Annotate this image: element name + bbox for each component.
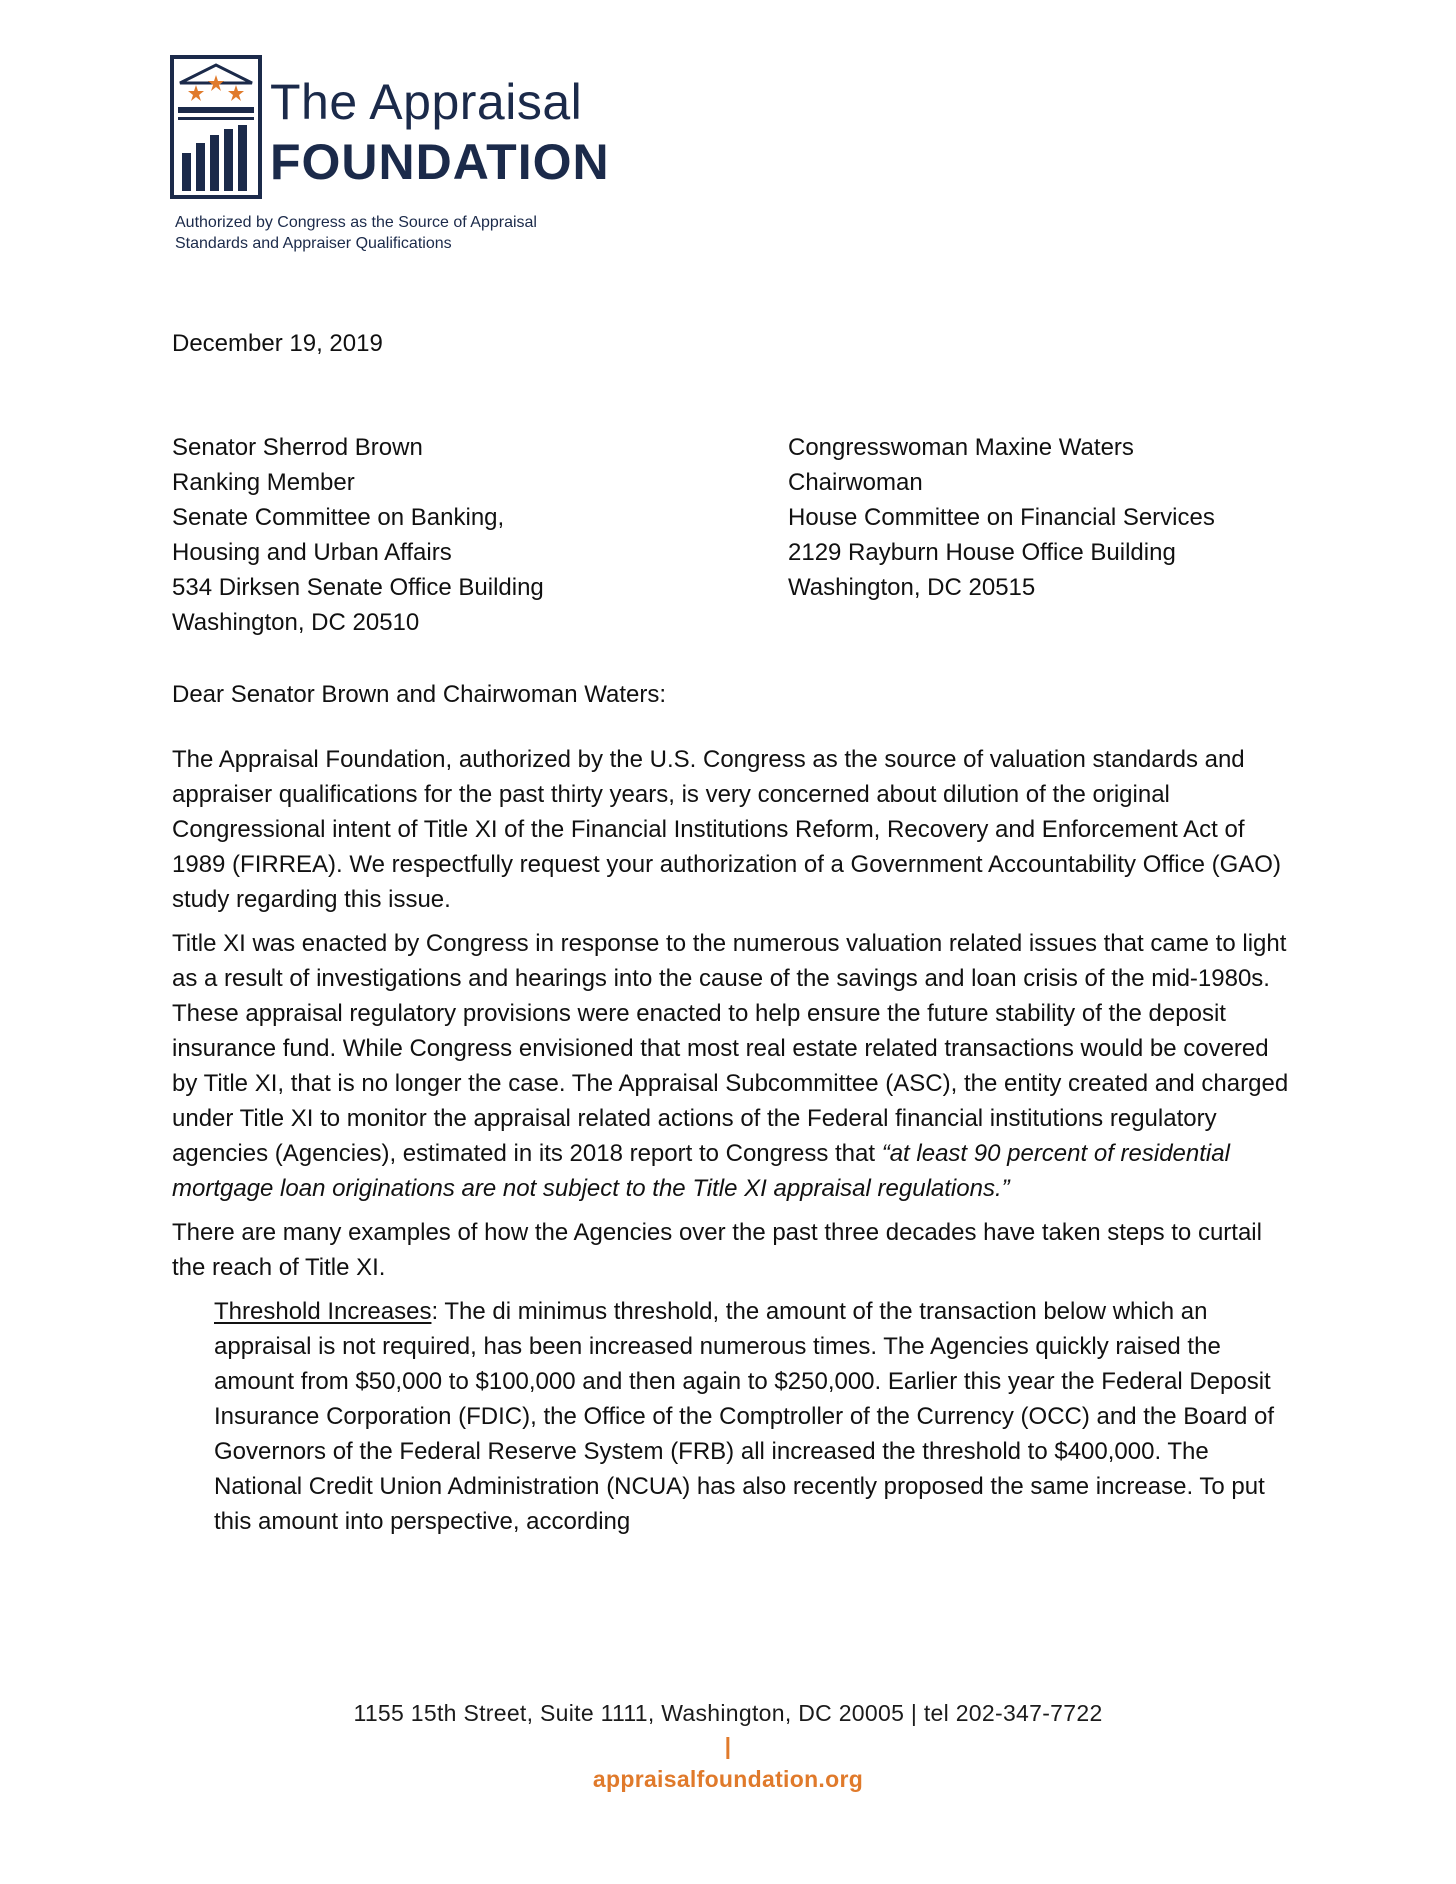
- recipient-right-line: Congresswoman Maxine Waters: [788, 434, 1134, 461]
- footer-website-link[interactable]: appraisalfoundation.org: [592, 1766, 864, 1792]
- paragraph-2-text: Title XI was enacted by Congress in response to the numerous valuation related issues that came to light as a result of investigations and hearings into the cause of the savings and loan crisis of the mid-1980s. These appraisal regulatory provisions were enacted to help ensure the future stability of the deposit insurance fund. While Congress envisioned that most real estate related transactions would be covered by Title XI, that is no longer the case. The Appraisal Subcommittee (ASC), the entity created and charged under Title XI to monitor the appraisal related actions of the Federal financial institutions regulatory agencies (Agencies), estimated in its 2018 report to Congress that: [172, 930, 1289, 1167]
- recipient-left-line: Senate Committee on Banking,: [172, 504, 505, 531]
- recipient-left-line: Senator Sherrod Brown: [172, 434, 423, 461]
- logo: [170, 55, 610, 255]
- recipient-left-line: Washington, DC 20510: [172, 609, 420, 636]
- recipient-right-line: Chairwoman: [788, 469, 923, 496]
- letter-body: [172, 742, 1292, 1548]
- salutation: Dear Senator Brown and Chairwoman Waters:: [172, 681, 666, 708]
- footer-address: 1155 15th Street, Suite 1111, Washington, DC 20005 | tel 202-347-7722: [353, 1700, 1103, 1726]
- recipient-left: [172, 430, 772, 640]
- footer: [0, 1697, 1456, 1796]
- paragraph-4: [214, 1294, 1292, 1539]
- paragraph-2: [172, 926, 1292, 1206]
- recipient-right-line: Washington, DC 20515: [788, 574, 1036, 601]
- logo-name-line2: FOUNDATION: [270, 134, 610, 190]
- recipient-left-line: Housing and Urban Affairs: [172, 539, 452, 566]
- logo-tagline: [175, 212, 595, 254]
- logo-tagline-line1: Authorized by Congress as the Source of Appraisal: [175, 214, 537, 231]
- paragraph-1: The Appraisal Foundation, authorized by the U.S. Congress as the source of valuation standards and appraiser qualifications for the past thirty years, is very concerned about dilution of the original Congressional intent of Title XI of the Financial Institutions Reform, Recovery and Enforcement Act of 1989 (FIRREA). We respectfully request your authorization of a Government Accountability Office (GAO) study regarding this issue.: [172, 746, 1281, 913]
- footer-web-line: [0, 1730, 1456, 1796]
- recipient-right-line: House Committee on Financial Services: [788, 504, 1215, 531]
- threshold-increases-heading: Threshold Increases: [214, 1298, 432, 1325]
- recipient-left-line: 534 Dirksen Senate Office Building: [172, 574, 544, 601]
- paragraph-4-text: : The di minimus threshold, the amount of the transaction below which an appraisal is not required, has been increased numerous times. The Agencies quickly raised the amount from $50,000 to $100,000 and then again to $250,000. Earlier this year the Federal Deposit Insurance Corporation (FDIC), the Office of the Comptroller of the Currency (OCC) and the Board of Governors of the Federal Reserve System (FRB) all increased the threshold to $400,000. The National Credit Union Administration (NCUA) has also recently proposed the same increase. To put this amount into perspective, according: [214, 1298, 1275, 1535]
- footer-separator: |: [724, 1733, 732, 1759]
- recipient-right: [788, 430, 1348, 605]
- building-columns-stars-icon: [170, 55, 262, 200]
- letter-date: December 19, 2019: [172, 330, 383, 357]
- recipient-right-line: 2129 Rayburn House Office Building: [788, 539, 1176, 566]
- recipient-left-line: Ranking Member: [172, 469, 355, 496]
- logo-name-line1: The Appraisal: [270, 74, 583, 130]
- logo-tagline-line2: Standards and Appraiser Qualifications: [175, 235, 452, 252]
- logo-wordmark: [270, 74, 610, 190]
- paragraph-3: There are many examples of how the Agencies over the past three decades have taken steps to curtail the reach of Title XI.: [172, 1219, 1262, 1281]
- paragraph-2-quote: “at least 90 percent of residential mortgage loan originations are not subject to the Title XI appraisal regulations.”: [172, 1140, 1230, 1202]
